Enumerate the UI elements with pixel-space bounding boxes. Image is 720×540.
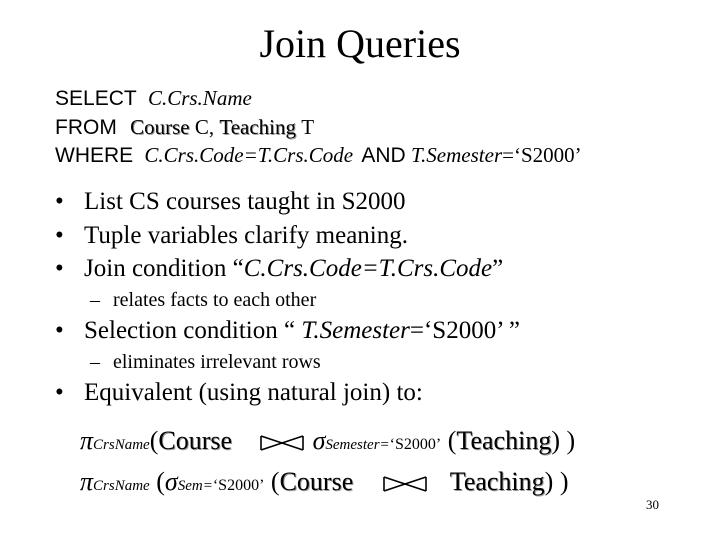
relation-course: Course [279, 467, 354, 496]
sql-from-keyword: FROM [55, 116, 117, 139]
bullet-text-wrap [84, 255, 503, 282]
sigma-subscript: Semester= [325, 437, 390, 453]
sub-bullet-dash: – [90, 289, 100, 311]
bullet-dot: • [55, 317, 64, 344]
sigma-symbol: σ [164, 467, 178, 496]
pi-symbol: π [80, 426, 94, 455]
open-paren: ( [149, 467, 165, 496]
sql-where-semester-value: =‘S2000’ [502, 143, 582, 167]
formula-line-2 [80, 467, 569, 497]
sql-from-alias-c: C, [194, 115, 215, 139]
sub-bullet-relates-facts [90, 289, 316, 312]
slide-title: Join Queries [259, 21, 461, 66]
relation-course: Course [158, 426, 233, 455]
bullet-text-suffix: ” [492, 255, 504, 282]
sigma-value: ‘S2000’ [389, 436, 442, 453]
page-number: 30 [646, 497, 659, 512]
bullet-text: Equivalent (using natural join) to: [84, 379, 423, 406]
sub-bullet-dash: – [90, 351, 100, 373]
close-parens: ) ) [551, 426, 576, 455]
sql-from-table-teaching: Teaching [219, 115, 297, 139]
open-paren: ( [270, 467, 280, 496]
bullet-dot: • [55, 222, 64, 249]
bullet-join-code: C.Crs.Code=T.Crs.Code [243, 255, 493, 282]
sql-select-line [55, 86, 252, 111]
natural-join-icon [382, 475, 428, 493]
pi-subscript: CrsName [93, 478, 150, 494]
bullet-text: List CS courses taught in S2000 [84, 188, 406, 215]
bullet-text: Tuple variables clarify meaning. [84, 222, 409, 249]
bullet-text-prefix: Join condition “ [84, 255, 244, 282]
sub-bullet-text: eliminates irrelevant rows [113, 351, 321, 373]
sql-and-keyword: AND [361, 144, 406, 167]
open-paren: ( [149, 426, 159, 455]
sql-where-keyword: WHERE [55, 144, 134, 167]
bullet-dot: • [55, 255, 64, 282]
bullet-tuple-variables [55, 222, 408, 250]
bullet-selection-condition [55, 317, 520, 345]
relation-teaching: Teaching [456, 426, 552, 455]
sub-bullet-text: relates facts to each other [113, 289, 317, 311]
sql-where-line [55, 143, 582, 168]
sql-from-table-course: Course [130, 115, 190, 139]
sql-from-alias-t: T [301, 115, 315, 139]
bullet-dot: • [55, 379, 64, 406]
open-paren: ( [447, 426, 457, 455]
sigma-subscript: Sem= [177, 478, 213, 494]
bullet-selection-attr: T.Semester [301, 317, 410, 344]
bullet-text-suffix: =‘S2000’ ” [409, 317, 521, 344]
sql-where-join-condition: C.Crs.Code=T.Crs.Code [144, 143, 354, 167]
bullet-text-prefix: Selection condition “ [84, 317, 302, 344]
pi-symbol: π [80, 467, 94, 496]
bullet-join-condition [55, 255, 503, 283]
bullet-list-courses [55, 188, 406, 216]
pi-subscript: CrsName [93, 437, 150, 453]
sigma-symbol: σ [312, 426, 326, 455]
sub-bullet-eliminates-rows [90, 351, 321, 374]
bullet-text-wrap [84, 317, 520, 344]
sigma-value: ‘S2000’ [212, 477, 265, 494]
natural-join-icon [259, 434, 305, 452]
formula-line-1 [80, 426, 575, 456]
sql-where-semester-attr: T.Semester [410, 143, 503, 167]
sql-select-expression: C.Crs.Name [147, 86, 252, 110]
sql-select-keyword: SELECT [55, 87, 137, 110]
sql-from-line [55, 115, 314, 140]
bullet-equivalent [55, 379, 423, 407]
close-parens: ) ) [544, 467, 569, 496]
relation-teaching: Teaching [449, 467, 545, 496]
bullet-dot: • [55, 188, 64, 215]
